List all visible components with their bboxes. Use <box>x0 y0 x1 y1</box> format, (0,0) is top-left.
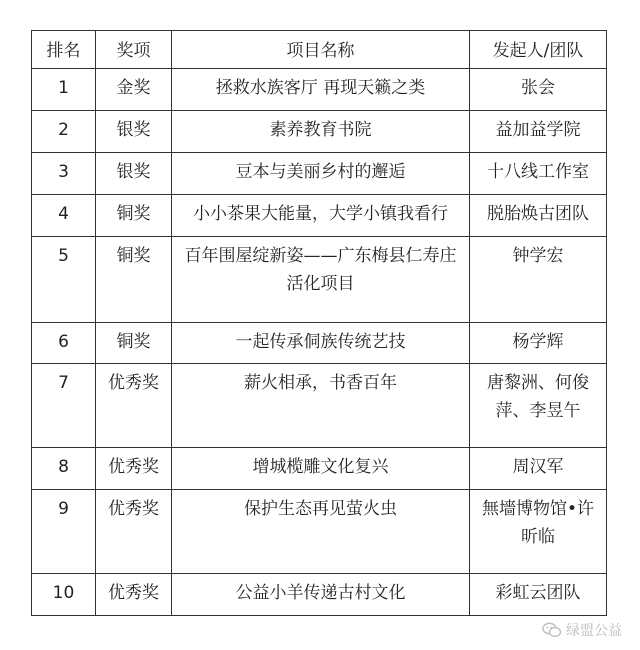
cell-award: 铜奖 <box>96 195 172 237</box>
cell-award: 优秀奖 <box>96 364 172 448</box>
cell-award: 银奖 <box>96 111 172 153</box>
cell-award: 铜奖 <box>96 323 172 364</box>
cell-project: 拯救水族客厅 再现天籁之类 <box>172 69 470 111</box>
cell-rank: 10 <box>32 574 96 616</box>
table-row <box>32 195 607 237</box>
cell-sponsor: 杨学辉 <box>470 323 607 364</box>
table-row <box>32 364 607 448</box>
watermark <box>542 620 622 640</box>
cell-sponsor: 益加益学院 <box>470 111 607 153</box>
cell-project: 薪火相承，书香百年 <box>172 364 470 448</box>
cell-rank: 5 <box>32 237 96 323</box>
header-sponsor: 发起人/团队 <box>470 31 607 69</box>
cell-sponsor: 周汉军 <box>470 448 607 490</box>
wechat-icon <box>542 622 562 638</box>
cell-project: 保护生态再见萤火虫 <box>172 490 470 574</box>
cell-rank: 6 <box>32 323 96 364</box>
cell-rank: 9 <box>32 490 96 574</box>
watermark-text: 绿盟公益 <box>566 623 622 639</box>
cell-project: 素养教育书院 <box>172 111 470 153</box>
cell-sponsor: 彩虹云团队 <box>470 574 607 616</box>
cell-rank: 3 <box>32 153 96 195</box>
cell-award: 金奖 <box>96 69 172 111</box>
table-row <box>32 448 607 490</box>
cell-rank: 4 <box>32 195 96 237</box>
cell-project <box>172 237 470 323</box>
table-row <box>32 69 607 111</box>
cell-sponsor: 张会 <box>470 69 607 111</box>
table-row <box>32 574 607 616</box>
cell-rank: 1 <box>32 69 96 111</box>
table-row <box>32 237 607 323</box>
table-row <box>32 490 607 574</box>
cell-project: 豆本与美丽乡村的邂逅 <box>172 153 470 195</box>
cell-project: 小小茶果大能量，大学小镇我看行 <box>172 195 470 237</box>
cell-sponsor: 脱胎焕古团队 <box>470 195 607 237</box>
cell-award: 优秀奖 <box>96 574 172 616</box>
table-header-row <box>32 31 607 69</box>
cell-sponsor: 钟学宏 <box>470 237 607 323</box>
project-name-text: 百年围屋绽新姿——广东梅县仁寿庄活化项目 <box>184 246 457 294</box>
sponsor-name-text: 唐黎洲、何俊萍、李昱午 <box>487 373 589 421</box>
header-award: 奖项 <box>96 31 172 69</box>
cell-award: 铜奖 <box>96 237 172 323</box>
table-row <box>32 111 607 153</box>
cell-rank: 8 <box>32 448 96 490</box>
cell-award: 优秀奖 <box>96 490 172 574</box>
table-row <box>32 153 607 195</box>
cell-sponsor <box>470 490 607 574</box>
table-row <box>32 323 607 364</box>
cell-sponsor <box>470 364 607 448</box>
cell-project: 一起传承侗族传统艺技 <box>172 323 470 364</box>
cell-rank: 2 <box>32 111 96 153</box>
cell-award: 银奖 <box>96 153 172 195</box>
cell-rank: 7 <box>32 364 96 448</box>
header-project: 项目名称 <box>172 31 470 69</box>
cell-project: 公益小羊传递古村文化 <box>172 574 470 616</box>
sponsor-name-text: 無墻博物馆•许昕临 <box>481 499 595 547</box>
cell-sponsor: 十八线工作室 <box>470 153 607 195</box>
cell-project: 增城榄雕文化复兴 <box>172 448 470 490</box>
award-table <box>31 30 607 616</box>
cell-award: 优秀奖 <box>96 448 172 490</box>
header-rank: 排名 <box>32 31 96 69</box>
